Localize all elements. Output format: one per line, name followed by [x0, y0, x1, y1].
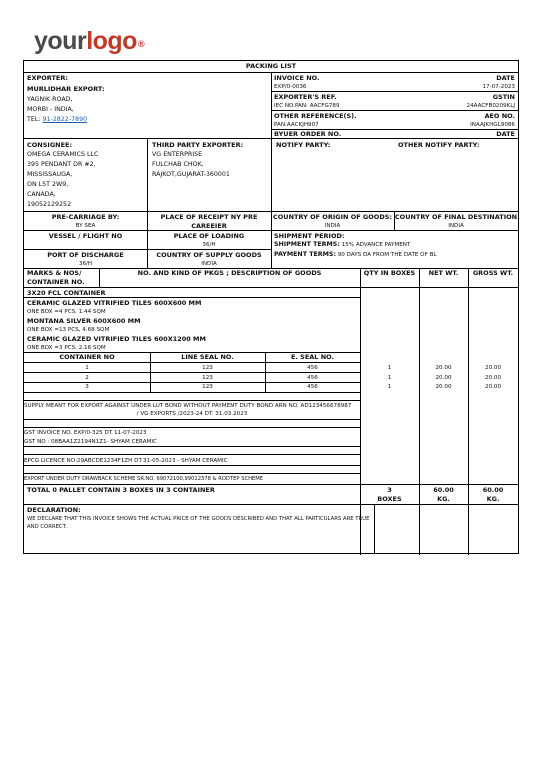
port-of-discharge-label: PORT OF DISCHARGE	[47, 251, 124, 259]
place-of-loading-value: 36/H	[202, 242, 216, 248]
shipment-terms-label: SHIPMENT TERMS:	[274, 241, 340, 248]
product-detail: ONE BOX =4 PCS, 1.44 SQM	[27, 309, 106, 315]
telephone-link[interactable]: 91-2822-7890	[42, 116, 88, 123]
e-seal-cell: 456	[307, 375, 318, 381]
other-notify-party-label: OTHER NOTIFY PARTY:	[398, 141, 480, 149]
third-party-line: FULCHAB CHOK,	[152, 161, 204, 168]
payment-terms	[274, 251, 437, 259]
product-name: MONTANA SILVER 600X600 MM	[27, 317, 141, 325]
consignee-line: OMEGA CERAMICS LLC	[27, 151, 99, 158]
total-net: 60.00	[433, 486, 454, 494]
net-wt-cell: 20.00	[435, 365, 452, 371]
invoice-no-value: EXP/0-0036	[274, 84, 307, 90]
gross-wt-cell: 20.00	[484, 375, 501, 381]
drawback-note: EXPORT UNDER DUTY DRAWBACK SCHEME SR.NO. 69072100,99012378 & RODTEP SCHEME	[24, 476, 263, 482]
shipment-terms-value: 15% ADVANCE PAYMENT	[339, 242, 411, 248]
consignee-line: ON L5T 2W9,	[27, 181, 69, 188]
invoice-date-label: DATE	[496, 74, 515, 82]
exporter-address-line: MORBI - INDIA,	[27, 106, 74, 113]
line-seal-cell: 123	[202, 365, 213, 371]
gross-wt-header: GROSS WT.	[472, 269, 514, 277]
declaration-text: WE DECLARE THAT THIS INVOICE SHOWS THE ACTUAL PRICE OF THE GOODS DESCRIBED AND THAT ALL PARTICULARS ARE TRUE	[27, 516, 370, 522]
invoice-date-value: 17-07-2023	[482, 84, 515, 90]
iec-pan-value: IEC NO.PAN: AACFG789	[274, 103, 340, 109]
gst-invoice-note: GST INVOICE NO. EXP/0-325 DT 11-07-2023	[24, 430, 147, 436]
marks-header: MARKS & NOS/	[27, 269, 82, 277]
line-seal-column: LINE SEAL NO.	[181, 353, 234, 361]
aeo-label: AEO NO.	[484, 112, 515, 120]
e-seal-cell: 456	[307, 365, 318, 371]
exporter-name: MURLIDHAR EXPORT:	[27, 85, 105, 93]
exporter-telephone	[27, 116, 87, 124]
gross-wt-cell: 20.00	[484, 365, 501, 371]
net-wt-cell: 20.00	[435, 384, 452, 390]
qty-cell: 1	[387, 384, 392, 390]
qty-header: QTY IN BOXES	[363, 269, 416, 277]
notify-party-label: NOTIFY PARTY:	[276, 141, 331, 149]
total-qty-unit: BOXES	[377, 495, 402, 503]
total-net-unit: KG.	[437, 495, 450, 503]
payment-terms-value: 90 DAYS DA FROM THE DATE OF BL	[335, 252, 437, 258]
product-detail: ONE BOX =3 PCS, 2.16 SQM	[27, 345, 106, 351]
gst-number-note: GST NO : 08BAA1Z2194N1Z1- SHYAM CERAMIC	[24, 439, 157, 445]
declaration-text-continued: AND CORRECT.	[27, 524, 67, 530]
e-seal-column: E. SEAL NO.	[290, 353, 335, 361]
container-type: 3X20 FCL CONTAINER	[27, 289, 106, 297]
line-seal-cell: 123	[202, 375, 213, 381]
e-seal-cell: 456	[307, 384, 318, 390]
company-logo	[34, 26, 144, 56]
total-gross-unit: KG.	[486, 495, 500, 503]
supply-note: SUPPLY MEANT FOR EXPORT AGAINST UNDER LUT BOND WITHOUT PAYMENT DUTY BOND ARN NO. AD123456678987	[24, 403, 352, 409]
pan-value: PAN:AACKJH907	[274, 122, 319, 128]
pre-carriage-value: BY SEA	[75, 223, 96, 229]
payment-terms-label: PAYMENT TERMS:	[274, 251, 336, 258]
consignee-line: 395 PENDANT DR #2,	[27, 161, 96, 168]
consignee-line: 19052129252	[27, 201, 72, 208]
document-title: PACKING LIST	[245, 62, 297, 70]
container-no-cell: 3	[85, 384, 89, 390]
buyer-order-date-label: DATE	[496, 130, 515, 138]
pre-carriage-label: PRE-CARRIAGE BY:	[51, 213, 120, 221]
place-of-receipt-label-2: CAREEIER	[191, 222, 227, 230]
net-wt-header: NET WT.	[428, 269, 459, 277]
epcg-licence-note: EPCG LICENCE NO:29ABCDE1234F1ZH DT.31-05-2023 - SHYAM CERAMIC	[24, 458, 228, 464]
product-name: CERAMIC GLAZED VITRIFIED TILES 600X600 MM	[27, 299, 202, 307]
container-no-column: CONTAINER NO	[59, 353, 115, 361]
consignee-line: MISSISSAUGA,	[27, 171, 73, 178]
net-wt-cell: 20.00	[435, 375, 452, 381]
packing-list-document	[23, 60, 519, 554]
exporter-label: EXPORTER:	[27, 74, 68, 82]
country-of-supply-value: INDIA	[201, 261, 217, 267]
container-no-cell: 1	[85, 365, 89, 371]
registered-mark: ®	[137, 39, 145, 49]
country-of-supply-label: COUNTRY OF SUPPLY GOODS	[156, 251, 262, 259]
exporter-ref-label: EXPORTER'S REF.	[274, 93, 337, 101]
port-of-discharge-value: 36/H	[78, 261, 93, 267]
final-destination-value: INDIA	[448, 223, 464, 229]
total-gross: 60.00	[482, 486, 504, 494]
description-header: NO. AND KIND OF PKGS ; DESCRIPTION OF GOODS	[137, 269, 322, 277]
tel-label: TEL:	[27, 116, 43, 123]
qty-cell: 1	[387, 365, 392, 371]
qty-cell: 1	[387, 375, 392, 381]
third-party-label: THIRD PARTY EXPORTER:	[152, 141, 244, 149]
shipment-period-label: SHIPMENT PERIOD:	[274, 232, 345, 240]
logo-word-logo: logo	[86, 27, 137, 55]
place-of-receipt-label: PLACE OF RECEIPT NY PRE	[160, 213, 258, 221]
supply-note-continued: / VG EXPORTS /2023-24 DT. 31.03.2023	[136, 411, 248, 417]
invoice-no-label: INVOICE NO.	[274, 74, 320, 82]
gstin-label: GSTIN	[492, 93, 515, 101]
product-name: CERAMIC GLAZED VITRIFIED TILES 600X1200 MM	[27, 335, 206, 343]
country-of-origin-value: INDIA	[324, 223, 341, 229]
gross-wt-cell: 20.00	[484, 384, 501, 390]
declaration-label: DECLARATION:	[27, 506, 81, 514]
total-summary: TOTAL 0 PALLET CONTAIN 3 BOXES IN 3 CONTAINER	[27, 486, 215, 494]
exporter-address-line: YAGNIK ROAD,	[27, 96, 73, 103]
aeo-value: INAAJKHGL9086	[470, 122, 515, 128]
gstin-value: 24AACFB0209KLJ	[466, 103, 515, 109]
other-reference-label: OTHER REFERENCE(S).	[274, 112, 357, 120]
country-of-origin-label: COUNTRY OF ORIGIN OF GOODS:	[273, 213, 392, 221]
place-of-loading-label: PLACE OF LOADING	[173, 232, 245, 240]
container-no-cell: 2	[85, 375, 89, 381]
consignee-label: CONSIGNEE:	[27, 141, 73, 149]
final-destination-label: COUNTRY OF FINAL DESTINATION	[394, 213, 518, 221]
buyer-order-label: BYUER ORDER NO.	[274, 130, 342, 138]
third-party-line: VG ENTERPRISE	[152, 151, 203, 158]
logo-word-your: your	[34, 27, 87, 55]
container-no-header: CONTAINER NO.	[27, 278, 85, 286]
line-seal-cell: 123	[202, 384, 213, 390]
consignee-line: CANADA,	[27, 191, 56, 198]
third-party-line: RAJKOT,GUJARAT-360001	[152, 171, 230, 178]
shipment-terms	[274, 241, 410, 249]
vessel-flight-label: VESSEL / FLIGHT NO	[48, 232, 123, 240]
product-detail: ONE BOX =13 PCS, 4.68 SQM	[27, 327, 110, 333]
total-qty: 3	[387, 486, 392, 494]
